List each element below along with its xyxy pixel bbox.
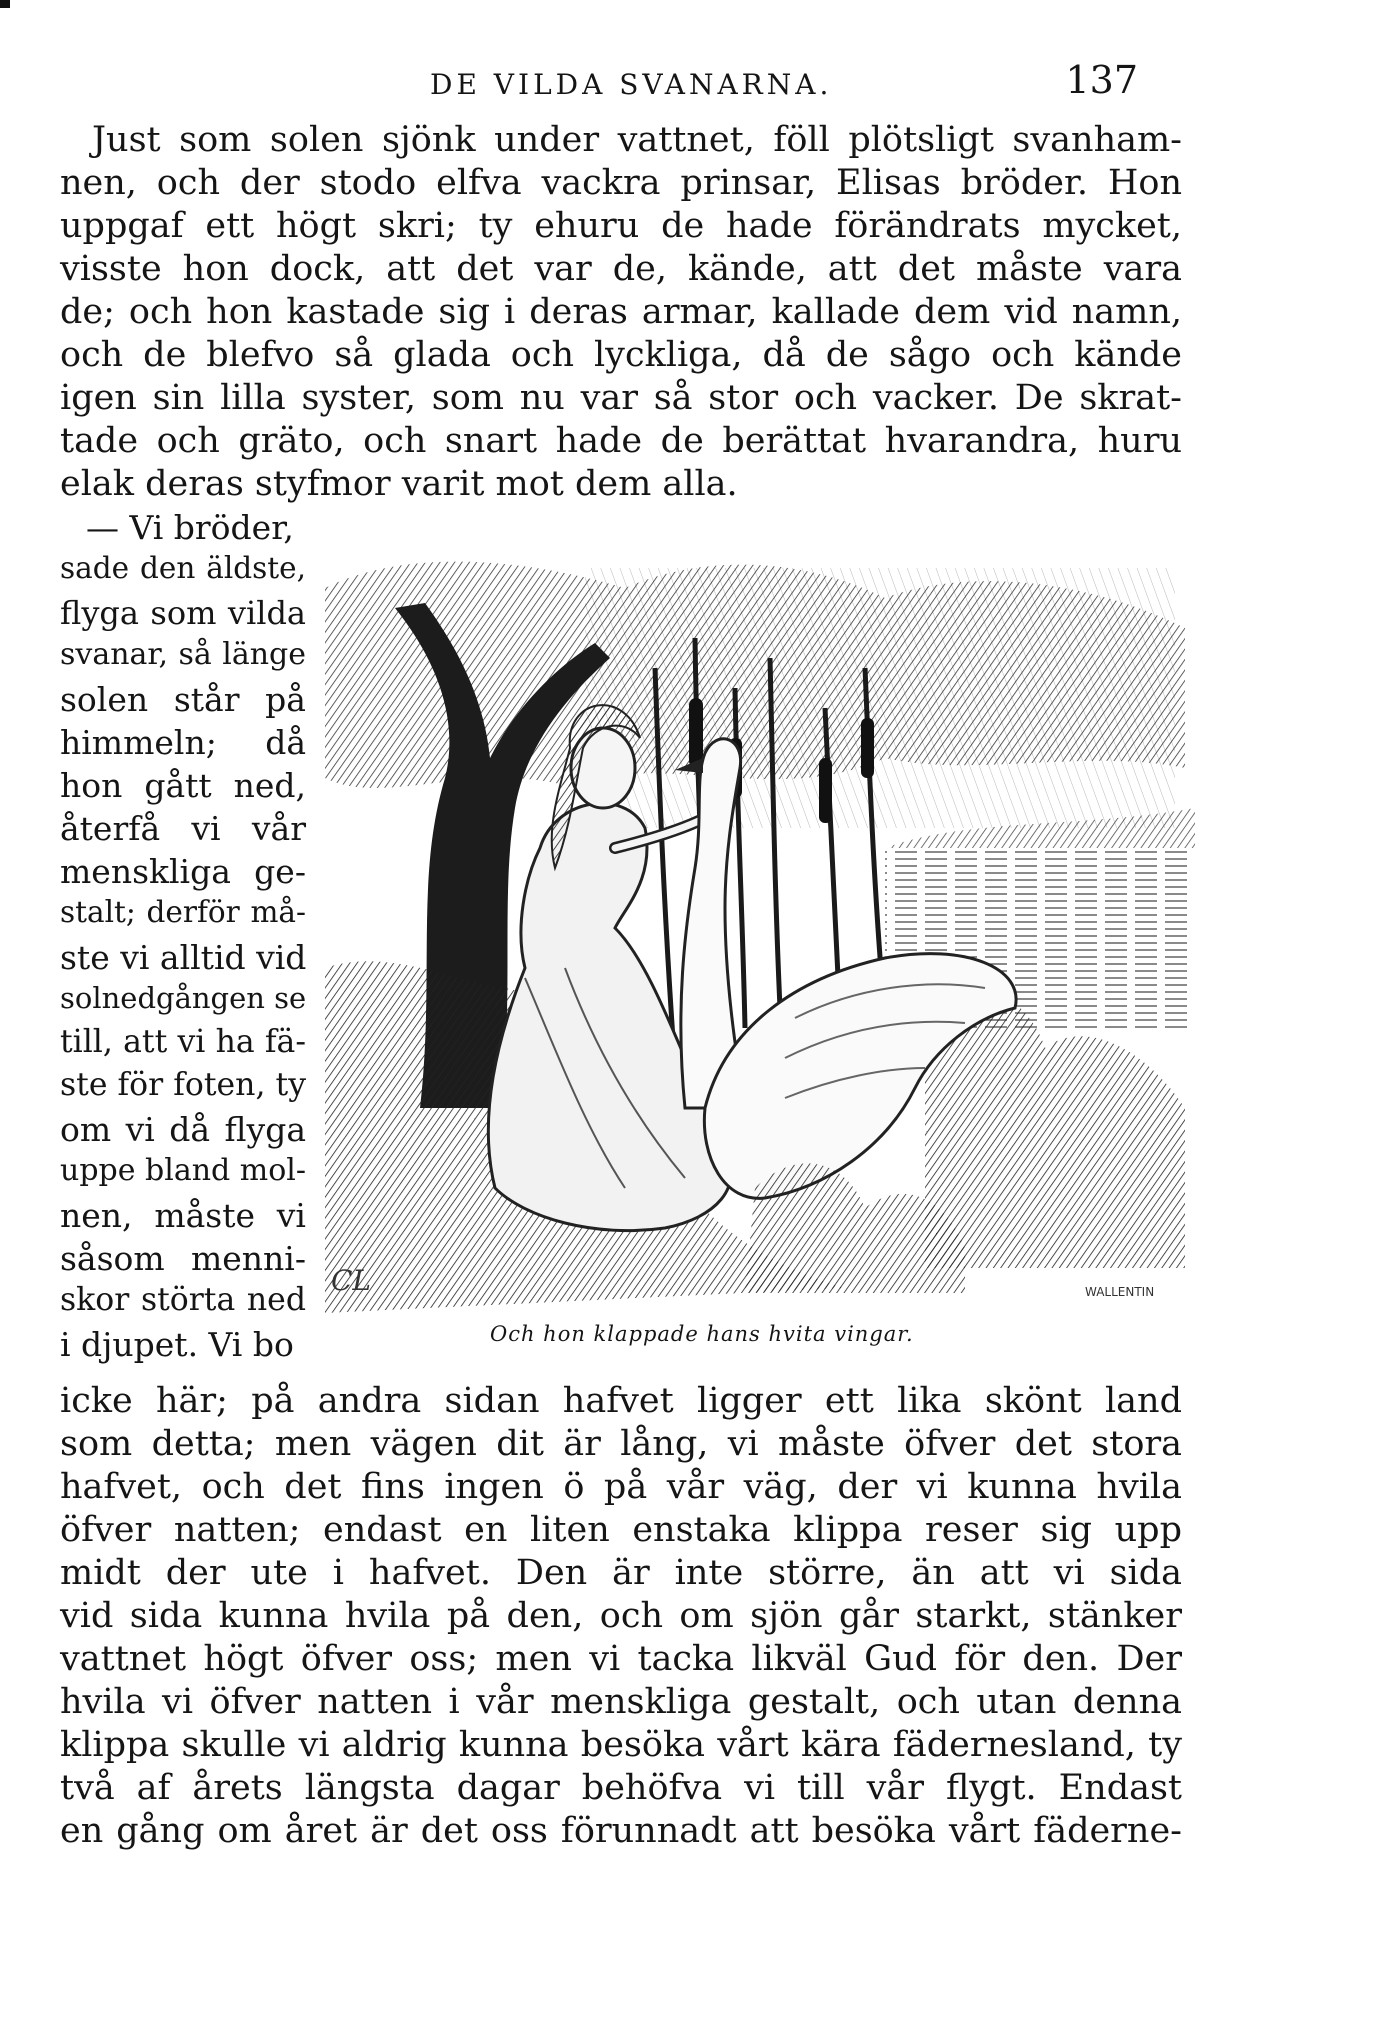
narrow-text-line: himmeln; då xyxy=(60,723,306,762)
narrow-text-line: ste för foten, ty xyxy=(60,1067,306,1103)
text-line: vid sida kunna hvila på den, och om sjön går starkt, stänker xyxy=(60,1596,1182,1636)
engraving-illustration xyxy=(325,548,1195,1313)
text-line: igen sin lilla syster, som nu var så stor och vacker. De skrat- xyxy=(60,378,1182,418)
text-line: hvila vi öfver natten i vår menskliga gestalt, och utan denna xyxy=(60,1682,1182,1722)
narrow-text-line: solnedgången se xyxy=(60,981,307,1015)
narrow-text-line: flyga som vilda xyxy=(60,594,306,632)
scan-corner-mark xyxy=(0,0,10,8)
artist-signature-right: WALLENTIN xyxy=(1085,1285,1155,1299)
text-line: de; och hon kastade sig i deras armar, kallade dem vid namn, xyxy=(60,292,1182,332)
text-line: en gång om året är det oss förunnadt att besöka vårt fäderne- xyxy=(60,1811,1182,1851)
narrow-text-line: menskliga ge- xyxy=(60,852,306,891)
text-line: vattnet högt öfver oss; men vi tacka likväl Gud för den. Der xyxy=(60,1639,1182,1679)
narrow-text-line: solen står på xyxy=(60,680,306,719)
text-line: nen, och der stodo elfva vackra prinsar, Elisas bröder. Hon xyxy=(60,163,1182,203)
narrow-text-line: i djupet. Vi bo xyxy=(60,1325,294,1364)
illustration-caption: Och hon klappade hans hvita vingar. xyxy=(490,1322,914,1346)
page-header xyxy=(60,58,1170,108)
text-line: hafvet, och det fins ingen ö på vår väg, der vi kunna hvila xyxy=(60,1467,1182,1507)
narrow-text-line: hon gått ned, xyxy=(60,766,306,805)
text-line: tade och gräto, och snart hade de berättat hvarandra, huru xyxy=(60,421,1182,461)
narrow-text-line: sade den äldste, xyxy=(60,551,306,585)
running-title: DE VILDA SVANARNA. xyxy=(430,68,833,101)
narrow-text-line: skor störta ned xyxy=(60,1282,306,1318)
text-line: midt der ute i hafvet. Den är inte större, än att vi sida xyxy=(60,1553,1182,1593)
text-line: uppgaf ett högt skri; ty ehuru de hade förändrats mycket, xyxy=(60,206,1182,246)
text-line: elak deras styfmor varit mot dem alla. xyxy=(60,464,738,504)
narrow-text-line: återfå vi vår xyxy=(60,809,306,848)
narrow-text-line: om vi då flyga xyxy=(60,1110,306,1149)
text-line: öfver natten; endast en liten enstaka klippa reser sig upp xyxy=(60,1510,1182,1550)
text-line: Just som solen sjönk under vattnet, föll plötsligt svanham- xyxy=(92,120,1182,160)
artist-signature-left: CL xyxy=(331,1264,372,1297)
text-line: visste hon dock, att det var de, kände, att det måste vara xyxy=(60,249,1182,289)
text-line: icke här; på andra sidan hafvet ligger ett lika skönt land xyxy=(60,1381,1182,1421)
narrow-text-line: såsom menni- xyxy=(60,1239,306,1278)
text-line: klippa skulle vi aldrig kunna besöka vårt kära fädernesland, ty xyxy=(60,1725,1182,1765)
narrow-text-line: uppe bland mol- xyxy=(60,1153,307,1188)
narrow-text-line: ste vi alltid vid xyxy=(60,938,307,977)
narrow-text-line: — Vi bröder, xyxy=(86,508,294,547)
text-line: som detta; men vägen dit är lång, vi måste öfver det stora xyxy=(60,1424,1182,1464)
page-number: 137 xyxy=(1065,58,1138,102)
text-line: två af årets längsta dagar behöfva vi till vår flygt. Endast xyxy=(60,1768,1182,1808)
narrow-text-line: svanar, så länge xyxy=(60,637,306,672)
narrow-text-line: nen, måste vi xyxy=(60,1196,306,1235)
text-line: och de blefvo så glada och lyckliga, då de sågo och kände xyxy=(60,335,1182,375)
narrow-text-line: till, att vi ha fä- xyxy=(60,1024,306,1060)
narrow-text-line: stalt; derför må- xyxy=(60,895,306,929)
